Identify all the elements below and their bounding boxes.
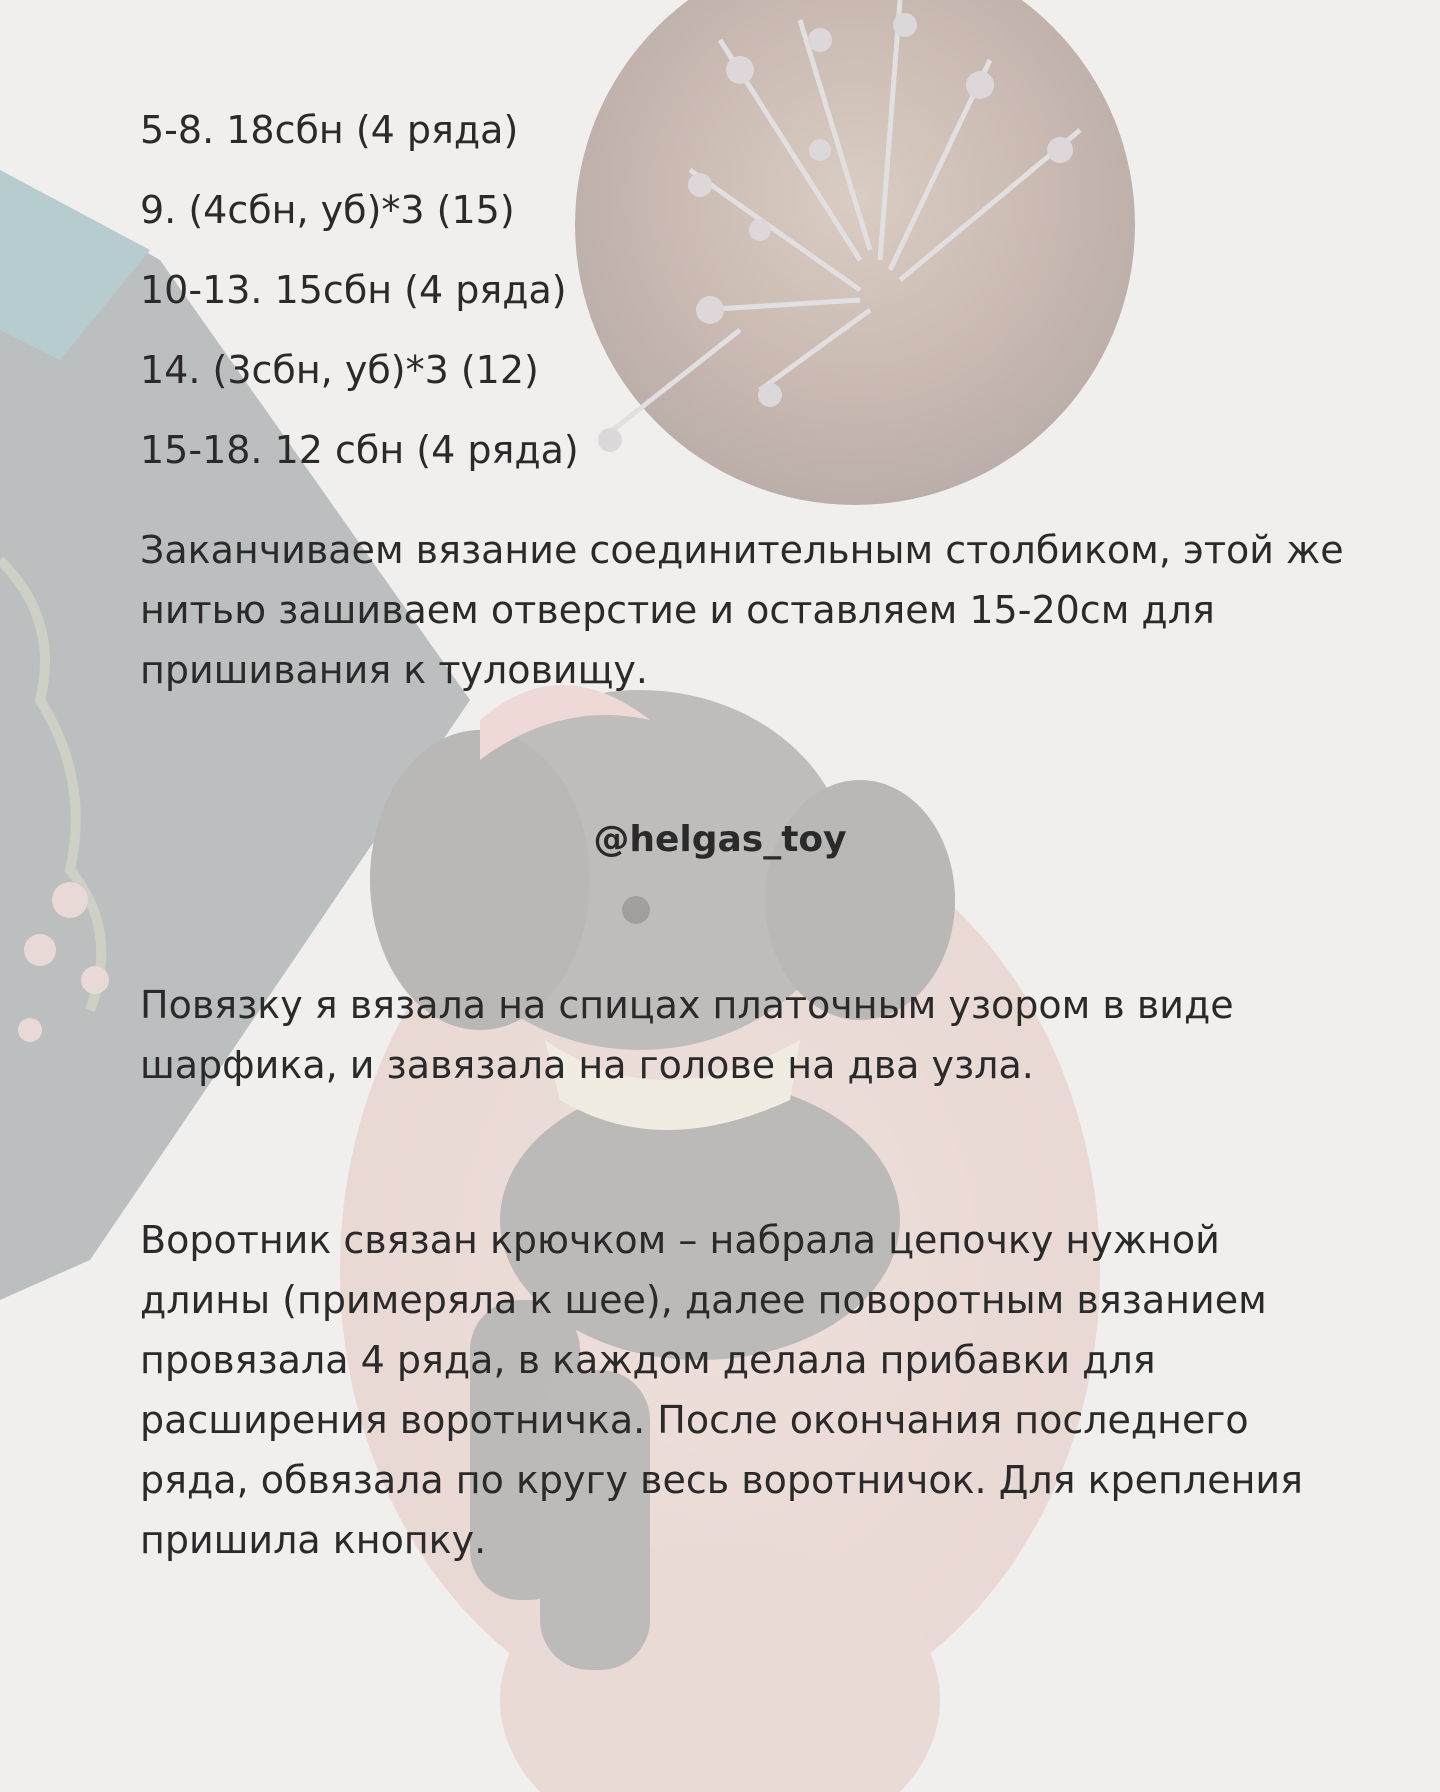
pattern-text bbox=[140, 100, 1360, 1562]
pattern-row: 10-13. 15сбн (4 ряда) bbox=[140, 268, 567, 312]
finish-paragraph: Заканчиваем вязание соединительным столбиком, этой же нитью зашиваем отверстие и оставляем 15-20см для пришивания к туловищу. bbox=[140, 528, 1344, 692]
pattern-row: 15-18. 12 сбн (4 ряда) bbox=[140, 428, 579, 472]
collar-paragraph: Воротник связан крючком – набрала цепочку нужной длины (примеряла к шее), далее поворотным вязанием провязала 4 ряда, в каждом делала прибавки для расширения воротничка. После окончания последнего ряда, обвязала по кругу весь воротничок. Для крепления пришила кнопку. bbox=[140, 1218, 1303, 1562]
headband-paragraph: Повязку я вязала на спицах платочным узором в виде шарфика, и завязала на голове на два узла. bbox=[140, 983, 1234, 1087]
author-handle: @helgas_toy bbox=[593, 819, 847, 860]
pattern-row: 14. (3сбн, уб)*3 (12) bbox=[140, 348, 539, 392]
pattern-row: 9. (4сбн, уб)*3 (15) bbox=[140, 188, 515, 232]
pattern-row: 5-8. 18сбн (4 ряда) bbox=[140, 108, 519, 152]
